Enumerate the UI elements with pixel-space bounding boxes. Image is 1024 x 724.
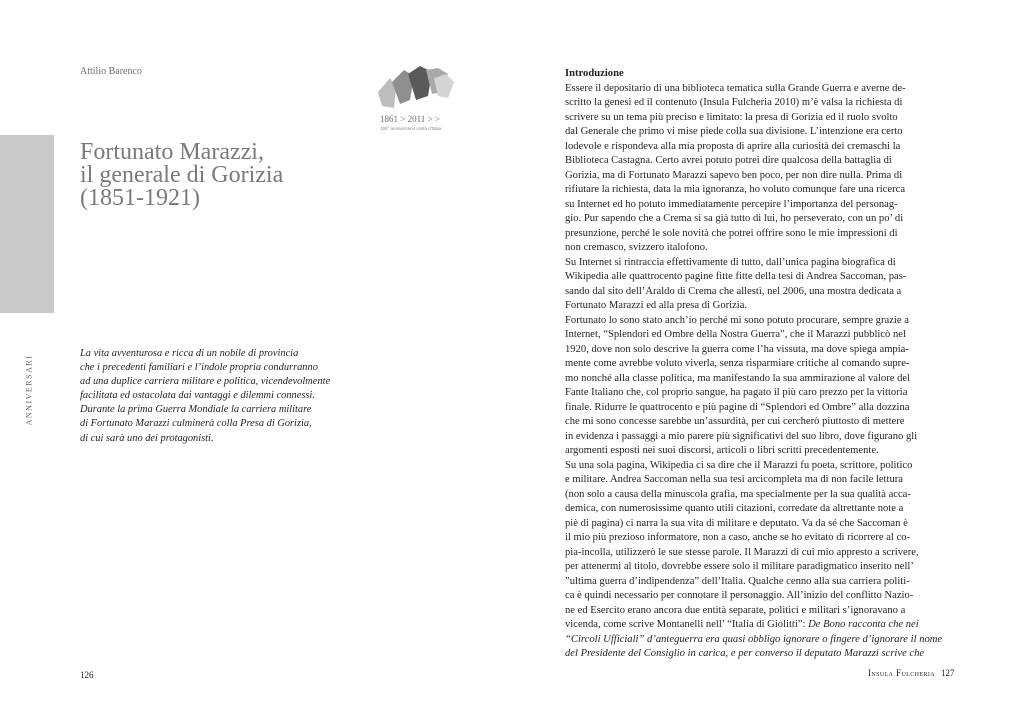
abstract-line: Durante la prima Guerra Mondiale la carriera militare [80,404,312,416]
body-line: Biblioteca Castagna. Certo avrei potuto potrei dire qualcosa della battaglia di [565,155,892,166]
page-footer-right [868,668,954,678]
body-line: il mio più prezioso informatore, non a caso, anche se ho evitato di ricorrere al co- [565,532,911,543]
body-line: ne ed Esercito erano ancora due entità separate, politici e militari s’ignoravano a [565,604,906,616]
body-line: su Internet ed ho potuto immediatamente percepire l’importanza del personag- [565,198,898,210]
body-line: mo nonché alla classe politica, ma manifestando la sua ammirazione al valore del [565,372,911,384]
body-line: argomenti esposti nei suoi discorsi, articoli o libri scritti precedentemente. [565,445,879,456]
anniversary-logo [374,64,458,136]
abstract-line: ad una duplice carriera militare e politica, vicendevolmente [80,376,331,388]
body-line: sando dal sito dell’Araldo di Crema che allestì, nel 2006, una mostra dedicata a [565,285,902,297]
body-line: 1920, dove non solo descrive la guerra come l’ha vissuta, ma dove spiega ampia- [565,343,909,355]
body-line: mente come avrebbe voluto viverla, senza risparmiare critiche al comando supre- [565,358,910,369]
body-line: ”ultima guerra d’indipendenza” dell’Italia. Qualche cenno alla sua carriera politi- [565,575,910,587]
page-number-right: 127 [940,668,955,678]
author-name: Attilio Barenco [80,66,142,77]
quote-line: del Presidente del Consiglio in carica, e per converso il deputato Marazzi scrive che [565,648,925,659]
body-line: Fortunato Marazzi ed alla presa di Gorizia. [565,300,748,311]
title-line: il generale di Gorizia [80,162,284,188]
body-line: pia-incolla, utilizzerò le sue stesse parole. Il Marazzi di cui mio appresto a scrivere, [565,546,919,558]
body-line: dal Generale che primo vi mise piede colla sua divisione. L’intenzione era certo [565,126,903,137]
body-line [565,618,945,633]
body-line-text: vicenda, come scrive Montanelli nell’ “Italia di Giolitti”: [565,619,806,630]
body-line: Wikipedia alle quattrocento pagine fitte fitte della tesi di Andrea Saccoman, pas- [565,271,907,282]
section-label: ANNIVERSARI [24,354,34,426]
body-line: scrivere su un tema più preciso e limitato: la presa di Gorizia ed il ruolo svolto [565,111,898,123]
flag-logo-icon [374,64,458,114]
article-title [80,141,350,210]
logo-years: 1861 > 2011 > > [380,114,440,124]
body-line: Fante Italiano che, col proprio sangue, ha pagato il più caro prezzo per la vittoria [565,387,908,398]
quote-line: “Circoli Ufficiali” d’anteguerra era quasi obbligo ignorare o fingere d’ignorare il nome [565,633,943,645]
quote-start: De Bono racconta che nei [805,619,919,630]
running-head: Insula Fulcheria [868,668,935,678]
abstract-line: facilitata ed ostacolata dai vantaggi e dilemmi connessi. [80,390,315,402]
body-line: scritto la genesi ed il contenuto (Insula Fulcheria 2010) m’è valsa la richiesta di [565,97,903,108]
logo-caption: 150° anniversario Unità d’Italia [380,126,442,131]
body-line: rifiutare la richiesta, data la mia ignoranza, ho voluto comunque fare una ricerca [565,184,906,195]
abstract-line: di cui sarà uno dei protagonisti. [80,432,214,444]
body-line: lodevole e rispondeva alla mia proposta di aprire alla curiosità dei cremaschi la [565,140,901,152]
body-line: in evidenza i passaggi a mio parere più significativi del suo libro, dove figurano gli [565,430,918,442]
body-line: Internet, “Splendori ed Ombre della Nostra Guerra”, che il Marazzi pubblicò nel [565,329,906,340]
title-line: Fortunato Marazzi, [80,139,264,165]
body-line: presunzione, perché le sole novità che potrei offrire sono le mie impressioni di [565,227,898,239]
section-heading: Introduzione [565,68,624,79]
abstract-line: che i precedenti familiari e l’indole propria condurranno [80,362,318,374]
page-number-left: 126 [80,670,94,680]
abstract-line: di Fortunato Marazzi culminerà colla Presa di Gorizia, [80,418,312,430]
body-line: piè di pagina) ci narra la sua vita di militare e deputato. Va da sé che Saccoman è [565,517,908,529]
body-line: Fortunato lo sono stato anch’io perché mi sono potuto procurare, sempre grazie a [565,314,909,326]
abstract-line: La vita avventurosa e ricca di un nobile di provincia [80,348,299,359]
body-line: gio. Pur sapendo che a Crema si sa già tutto di lui, ho perseverato, con un po’ di [565,213,904,224]
body-line: e militare. Andrea Saccoman nella sua tesi arcicompleta ma di non facile lettura [565,474,903,485]
body-line: demica, con numerosissime quanto utili citazioni, corredate da altrettante note a [565,503,904,514]
body-line: (non solo a causa della minuscola grafia, ma specialmente per la sua qualità acca- [565,488,911,500]
section-color-tab [0,135,54,313]
body-line: Essere il depositario di una biblioteca tematica sulla Grande Guerra e averne de- [565,82,906,94]
title-line: (1851-1921) [80,185,200,211]
article-body [565,67,945,662]
body-line: Su una sola pagina, Wikipedia ci sa dire che il Marazzi fu poeta, scrittore, politico [565,459,913,471]
body-line: Su Internet si rintraccia effettivamente di tutto, dall’unica pagina biografica di [565,256,896,268]
body-line: non cremasco, svizzero italofono. [565,242,708,253]
body-line: per attenermi al titolo, dovrebbe essere solo il militare paradigmatico inserito nell’ [565,561,914,572]
body-line: finale. Ridurre le quattrocento e più pagine di “Splendori ed Ombre” alla dozzina [565,401,910,413]
body-line: ca è quindi necessario per connotare il personaggio. All’inizio del conflitto Nazio- [565,590,914,601]
body-line: Gorizia, ma di Fortunato Marazzi sapevo ben poco, per non dire nulla. Prima di [565,169,903,181]
abstract [80,347,370,446]
body-line: che mi sono concesse sarebbe un’assurdità, per cui cercherò piuttosto di mettere [565,416,905,427]
